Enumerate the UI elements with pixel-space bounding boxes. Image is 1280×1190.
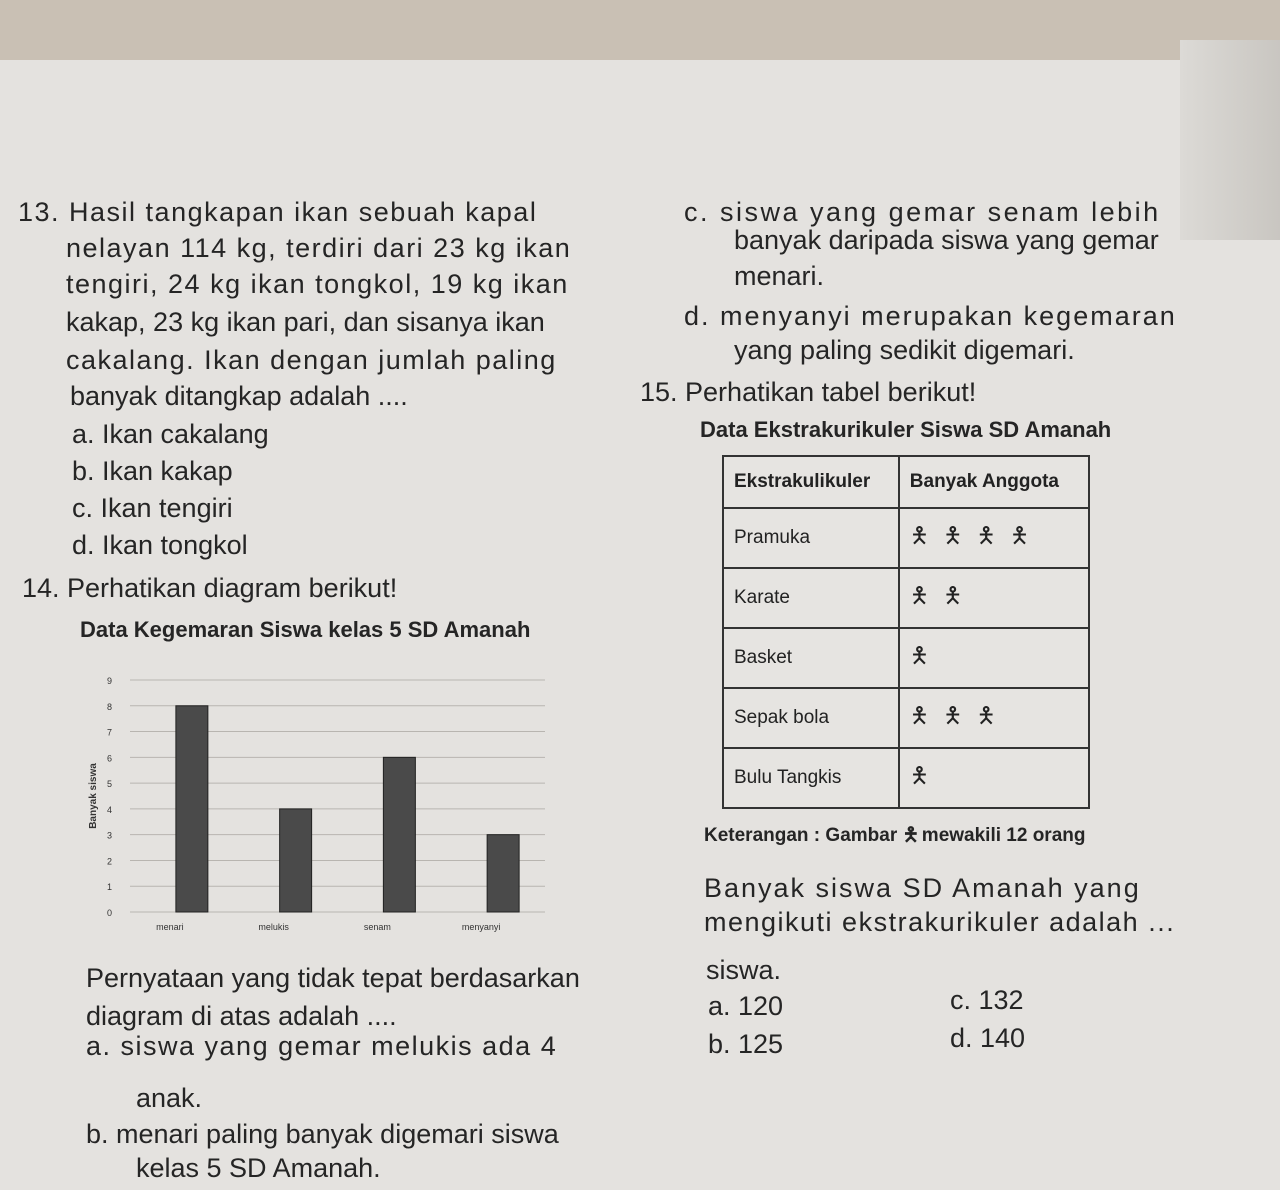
bar-menyanyi: [487, 835, 519, 912]
table-row: [723, 508, 1089, 568]
bar-chart: [80, 650, 550, 940]
y-tick-label: 6: [106, 753, 112, 764]
x-tick-label: melukis: [258, 922, 289, 932]
page-fold: [1180, 40, 1280, 240]
q13-option-b: b. Ikan kakap: [72, 456, 233, 486]
q15-heading: 15. Perhatikan tabel berikut!: [640, 377, 977, 407]
q14-heading: 14. Perhatikan diagram berikut!: [22, 573, 398, 603]
col-header-activity: Ekstrakulikuler: [723, 456, 899, 508]
activity-name: Sepak bola: [723, 688, 899, 748]
member-icons: [899, 628, 1089, 688]
q13-line: nelayan 114 kg, terdiri dari 23 kg ikan: [66, 233, 572, 263]
y-tick-label: 5: [106, 779, 112, 790]
table-legend: [704, 818, 1085, 854]
person-icon: 🯅: [909, 523, 944, 548]
person-icon: 🯅: [943, 703, 977, 728]
q13-line: banyak ditangkap adalah ....: [70, 381, 408, 411]
q13-line: kakap, 23 kg ikan pari, dan sisanya ikan: [66, 307, 545, 337]
person-icon: 🯅: [909, 583, 944, 608]
person-icon: 🯅: [976, 523, 1010, 548]
table-row: [723, 748, 1089, 808]
person-icon: 🯅: [943, 523, 977, 548]
q15-question: siswa.: [706, 955, 782, 985]
q13-option-c: c. Ikan tengiri: [72, 493, 233, 523]
q14-option-c-cont: menari.: [734, 261, 825, 291]
q13-line: cakalang. Ikan dengan jumlah paling: [66, 345, 557, 375]
y-tick-label: 4: [106, 804, 112, 815]
legend-suffix: mewakili 12 orang: [921, 825, 1086, 846]
table-title: Data Ekstrakurikuler Siswa SD Amanah: [700, 417, 1112, 442]
bar-senam: [383, 757, 415, 912]
member-icons: [899, 508, 1089, 568]
q15-option-b: b. 125: [708, 1029, 784, 1059]
extracurricular-table: [722, 455, 1090, 809]
x-tick-label: menari: [156, 922, 184, 932]
activity-name: Pramuka: [723, 508, 899, 568]
person-icon: 🯅: [943, 583, 977, 608]
member-icons: [899, 748, 1089, 808]
y-tick-label: 1: [106, 882, 112, 893]
q14-option-b: b. menari paling banyak digemari siswa: [86, 1119, 559, 1149]
table-row: [723, 568, 1089, 628]
q14-statement: Pernyataan yang tidak tepat berdasarkan: [86, 963, 580, 993]
q15-option-d: d. 140: [950, 1023, 1026, 1053]
activity-name: Bulu Tangkis: [723, 748, 899, 808]
chart-title: Data Kegemaran Siswa kelas 5 SD Amanah: [80, 617, 531, 642]
col-header-members: Banyak Anggota: [899, 456, 1089, 508]
x-tick-label: senam: [363, 922, 391, 932]
table-row: [723, 628, 1089, 688]
q13-line: tengiri, 24 kg ikan tongkol, 19 kg ikan: [66, 269, 569, 299]
q13-option-a: a. Ikan cakalang: [72, 419, 269, 449]
y-axis-label: Banyak siswa: [88, 763, 99, 829]
person-icon: 🯅: [909, 643, 944, 668]
y-tick-label: 0: [106, 908, 112, 918]
q15-question: Banyak siswa SD Amanah yang: [704, 873, 1141, 903]
bar-melukis: [280, 809, 312, 912]
q14-option-c: c. siswa yang gemar senam lebih: [684, 197, 1161, 227]
q13-line: 13. Hasil tangkapan ikan sebuah kapal: [18, 197, 538, 227]
person-icon: 🯅: [976, 703, 1010, 728]
q15-option-c: c. 132: [950, 985, 1024, 1015]
y-tick-label: 3: [106, 830, 112, 841]
person-icon: 🯅: [909, 763, 944, 788]
q14-option-b-cont: kelas 5 SD Amanah.: [136, 1153, 381, 1183]
y-tick-label: 8: [106, 701, 112, 712]
y-tick-label: 2: [106, 856, 112, 867]
q15-question: mengikuti ekstrakurikuler adalah ...: [704, 907, 1176, 937]
q14-option-a: a. siswa yang gemar melukis ada 4: [86, 1031, 558, 1061]
q14-option-a-cont: anak.: [136, 1083, 203, 1113]
q15-option-a: a. 120: [708, 991, 784, 1021]
member-icons: [899, 568, 1089, 628]
x-tick-label: menyanyi: [461, 922, 501, 932]
person-icon: 🯅: [902, 825, 920, 846]
y-tick-label: 7: [106, 727, 112, 738]
q14-option-d: d. menyanyi merupakan kegemaran: [684, 301, 1177, 331]
activity-name: Basket: [723, 628, 899, 688]
q14-option-d-cont: yang paling sedikit digemari.: [734, 335, 1075, 365]
bar-menari: [176, 706, 208, 912]
q14-statement: diagram di atas adalah ....: [86, 1001, 397, 1031]
legend-prefix: Keterangan : Gambar: [704, 825, 898, 846]
person-icon: 🯅: [1009, 523, 1044, 548]
table-row: [723, 688, 1089, 748]
member-icons: [899, 688, 1089, 748]
y-tick-label: 9: [106, 676, 112, 686]
bar-chart-svg: [80, 650, 550, 940]
activity-name: Karate: [723, 568, 899, 628]
person-icon: 🯅: [909, 703, 944, 728]
q13-option-d: d. Ikan tongkol: [72, 530, 248, 560]
q14-option-c-cont: banyak daripada siswa yang gemar: [734, 225, 1159, 255]
